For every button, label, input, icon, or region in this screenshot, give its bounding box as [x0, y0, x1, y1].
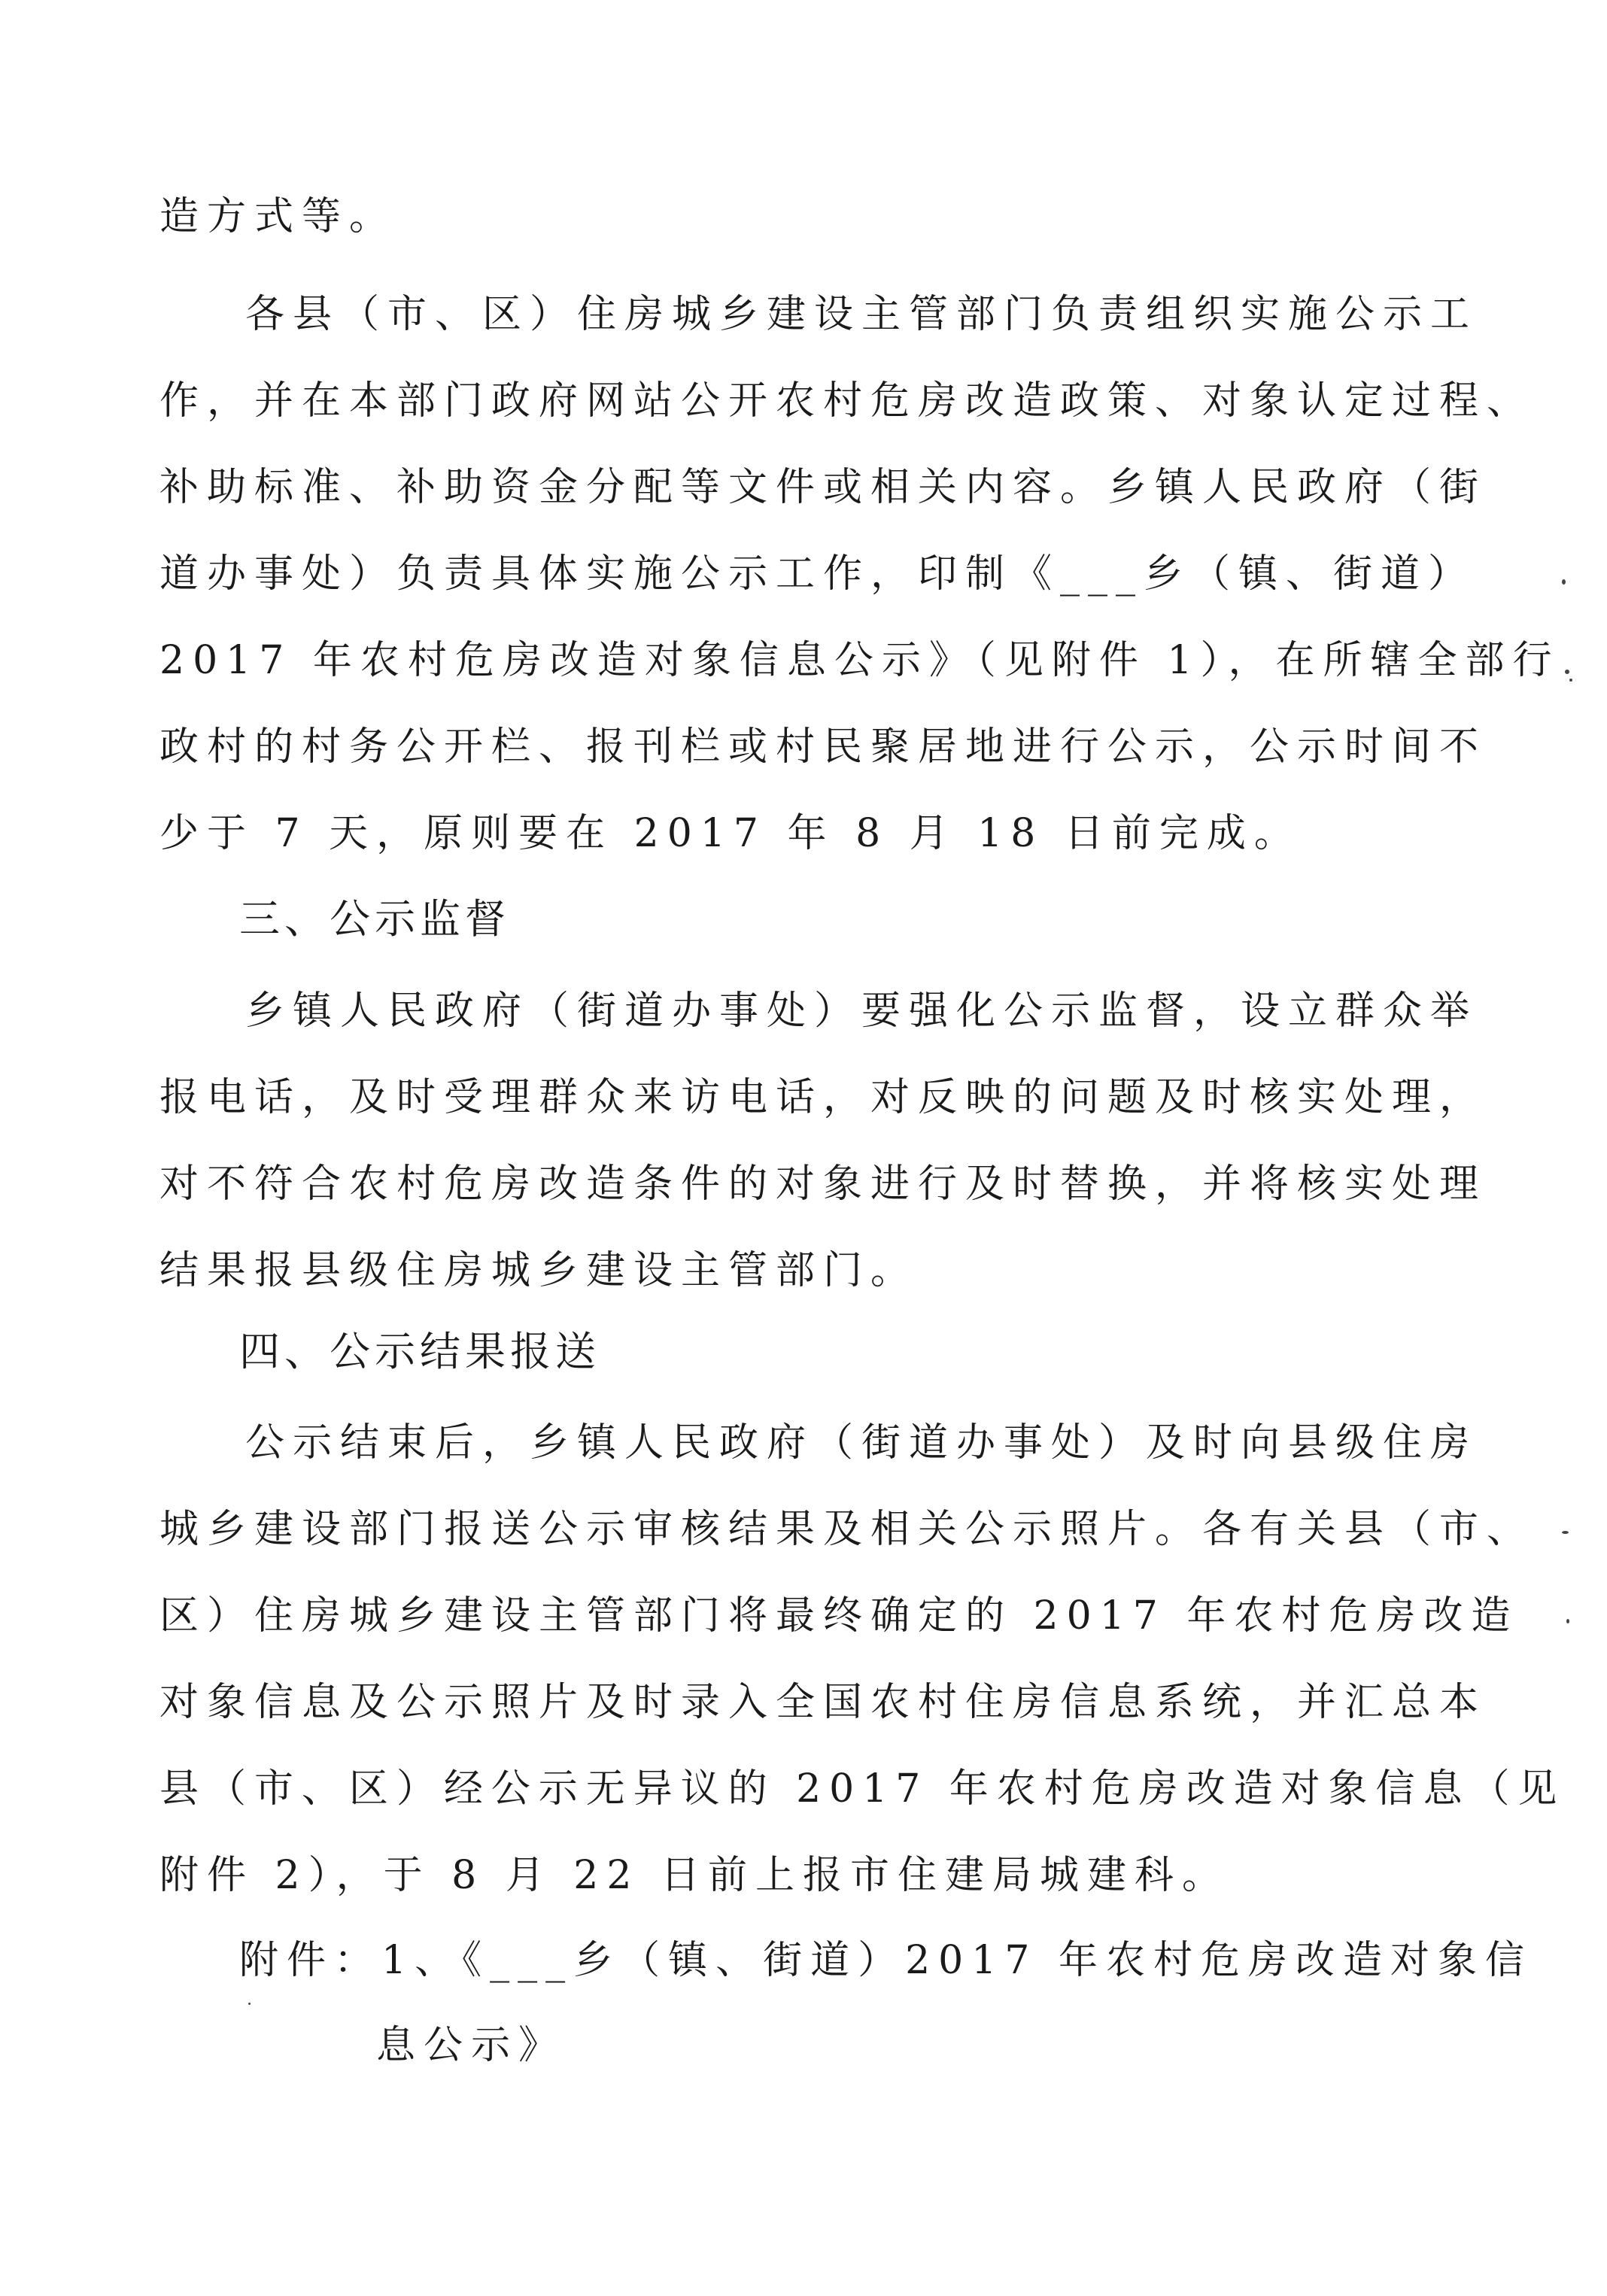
text-line: 对不符合农村危房改造条件的对象进行及时替换，并将核实处理 [159, 1162, 1487, 1207]
text-line: 结果报县级住房城乡建设主管部门。 [159, 1248, 919, 1293]
paragraph-first-line: 乡镇人民政府（街道办事处）要强化公示监督，设立群众举 [245, 989, 1478, 1034]
text-line: 道办事处）负责具体实施公示工作，印制《___乡（镇、街道） [159, 551, 1476, 597]
text-line: 城乡建设部门报送公示审核结果及相关公示照片。各有关县（市、 [159, 1507, 1535, 1552]
scan-speck [1562, 579, 1566, 585]
attachment-line-continued: 息公示》 [376, 2023, 567, 2068]
attachment-line: 附件：1、《___乡（镇、街道）2017 年农村危房改造对象信 [239, 1938, 1533, 1983]
text-line: 县（市、区）经公示无异议的 2017 年农村危房改造对象信息（见 [159, 1766, 1566, 1812]
section-heading-results: 四、公示结果报送 [239, 1328, 600, 1375]
text-line: 造方式等。 [159, 194, 397, 239]
text-line: 报电话，及时受理群众来访电话，对反映的问题及时核实处理， [159, 1075, 1487, 1120]
scan-speck [248, 2003, 251, 2005]
scan-speck [1562, 1531, 1569, 1534]
text-line: 附件 2），于 8 月 22 日前上报市住建局城建科。 [159, 1853, 1229, 1898]
text-line: 少于 7 天，原则要在 2017 年 8 月 18 日前完成。 [159, 811, 1302, 856]
paragraph-first-line: 各县（市、区）住房城乡建设主管部门负责组织实施公示工 [245, 292, 1478, 337]
scan-speck [1569, 679, 1572, 682]
text-line: 政村的村务公开栏、报刊栏或村民聚居地进行公示，公示时间不 [159, 724, 1487, 770]
text-line: 补助标准、补助资金分配等文件或相关内容。乡镇人民政府（街 [159, 465, 1487, 510]
section-heading-supervision: 三、公示监督 [239, 895, 510, 943]
scan-speck [1565, 670, 1569, 674]
paragraph-first-line: 公示结束后，乡镇人民政府（街道办事处）及时向县级住房 [245, 1420, 1478, 1465]
text-line: 区）住房城乡建设主管部门将最终确定的 2017 年农村危房改造 [159, 1593, 1519, 1638]
scan-speck [1566, 1619, 1569, 1623]
text-line: 对象信息及公示照片及时录入全国农村住房信息系统，并汇总本 [159, 1680, 1487, 1725]
text-line: 作，并在本部门政府网站公开农村危房改造政策、对象认定过程、 [159, 378, 1535, 424]
text-line: 2017 年农村危房改造对象信息公示》（见附件 1），在所辖全部行 [159, 638, 1560, 683]
